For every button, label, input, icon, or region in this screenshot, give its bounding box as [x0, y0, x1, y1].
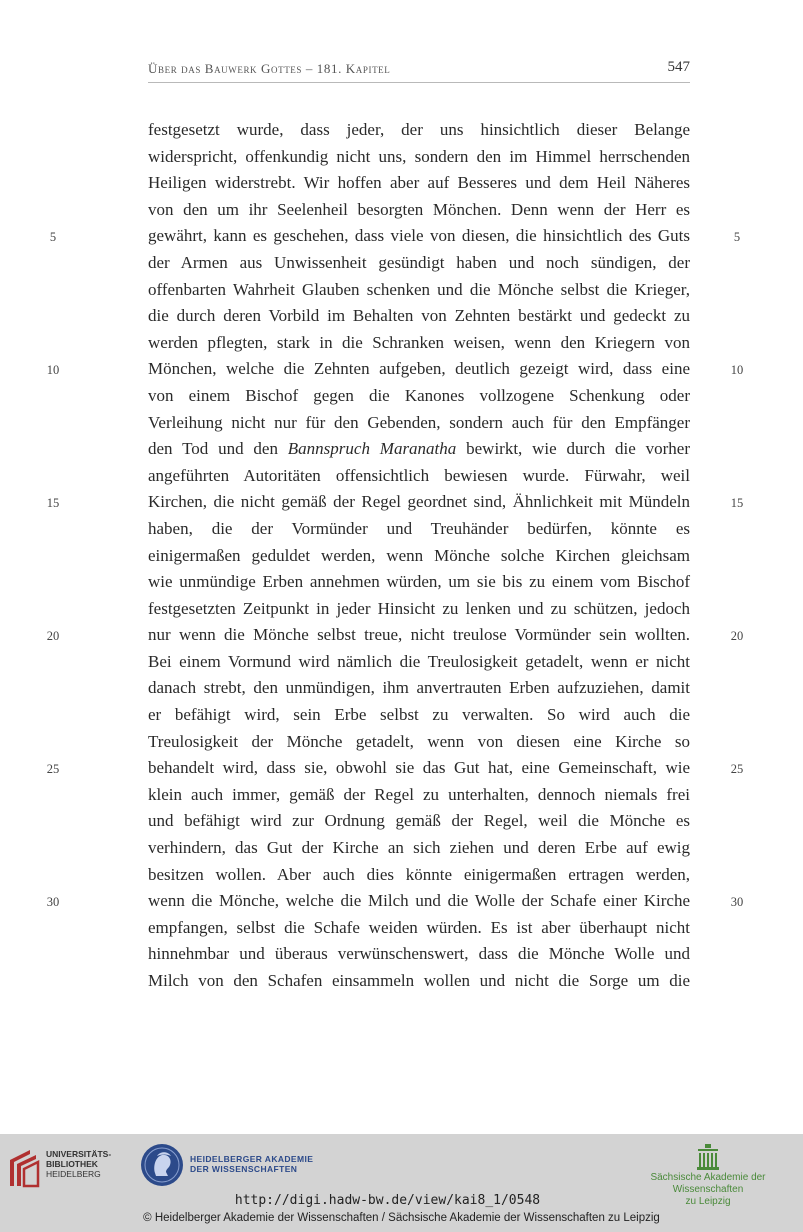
line-number-left: 20: [46, 629, 60, 643]
line-number-left: 25: [46, 762, 60, 776]
text-line: offenbarten Wahrheit Glauben schenken und die Mönche selbst die Krieger,: [148, 279, 690, 299]
ub-line-2: BIBLIOTHEK: [46, 1159, 98, 1169]
text-line: klein auch immer, gemäß der Regel zu unterhalten, dennoch niemals frei: [148, 784, 690, 804]
text-line: der Armen aus Unwissenheit gesündigt haben und noch sündigen, der: [148, 252, 690, 272]
page-number: 547: [667, 59, 690, 75]
saw-line-1: Sächsische Akademie der Wissenschaften: [650, 1172, 766, 1195]
text-line: Verleihung nicht nur für den Gebenden, sondern auch für den Empfänger: [148, 412, 690, 432]
text-line: behandelt wird, dass sie, obwohl sie das Gut hat, eine Gemeinschaft, wie: [148, 758, 690, 778]
text-line: Mönchen, welche die Zehnten aufgeben, deutlich gezeigt wird, dass eine: [148, 359, 690, 379]
text-line: nur wenn die Mönche selbst treue, nicht treulose Vormünder sein wollten.: [148, 625, 690, 645]
text-line: von einem Bischof gegen die Kanones vollzogene Schenkung oder: [148, 385, 690, 405]
saw-building-icon: [696, 1144, 720, 1170]
copyright-notice: © Heidelberger Akademie der Wissenschaften / Sächsische Akademie der Wissenschaften zu Leipzig: [143, 1212, 660, 1224]
text-line-with-italic: [148, 436, 690, 463]
text-line: besitzen wollen. Aber auch dies könnte einigermaßen ertragen werden,: [148, 864, 690, 884]
text-line: einigermaßen geduldet werden, wenn Mönche solche Kirchen gleichsam: [148, 545, 690, 565]
ub-logo-text: [46, 1149, 111, 1179]
text-line: Treulosigkeit der Mönche getadelt, wenn von diesen eine Kirche so: [148, 731, 690, 751]
text-line: haben, die der Vormünder und Treuhänder bedürfen, könnte es: [148, 518, 690, 538]
ub-line-3: HEIDELBERG: [46, 1169, 101, 1179]
ub-line-1: UNIVERSITÄTS-: [46, 1149, 112, 1159]
text-line: von den um ihr Seelenheil besorgten Mönchen. Denn wenn der Herr es: [148, 199, 690, 219]
line-number-left: 30: [46, 895, 60, 909]
text-line: verhindern, das Gut der Kirche an sich ziehen und deren Erbe auf ewig: [148, 838, 690, 858]
footer-bar: [0, 1134, 803, 1232]
hadw-line-1: HEIDELBERGER AKADEMIE: [190, 1154, 314, 1164]
text-line: hinnehmbar und überaus verwünschenswert, dass die Mönche Wolle und: [148, 944, 690, 964]
text-line: die durch deren Vorbild im Behalten von Zehnten bestärkt und gedeckt zu: [148, 306, 690, 326]
ub-heidelberg-logo[interactable]: [8, 1144, 118, 1192]
text-line: er befähigt wird, sein Erbe selbst zu verwalten. So wird auch die: [148, 705, 690, 725]
text-line: empfangen, selbst die Schafe weiden würden. Es ist aber überhaupt nicht: [148, 917, 690, 937]
line-number-right: 5: [733, 230, 741, 244]
text-line: festgesetzt wurde, dass jeder, der uns hinsichtlich dieser Belange: [148, 120, 690, 139]
text-line: Milch von den Schafen einsammeln wollen und nicht die Sorge um die: [148, 971, 690, 990]
text-line: und befähigt wird zur Ordnung gemäß der Regel, weil die Mönche es: [148, 811, 690, 831]
line-13-before: den Tod und den: [148, 439, 288, 459]
body-text: [148, 117, 690, 995]
line-13-after: bewirkt, wie durch die vorher: [456, 439, 690, 459]
line-number-left: 5: [49, 230, 57, 244]
line-number-right: 30: [730, 895, 744, 909]
text-line: widerspricht, offenkundig nicht uns, sondern den im Himmel herrschenden: [148, 146, 690, 166]
running-title: Über das Bauwerk Gottes – 181. Kapitel: [148, 61, 391, 76]
text-line: angeführten Autoritäten offensichtlich bewiesen wurde. Fürwahr, weil: [148, 465, 690, 485]
text-line: werden pflegten, stark in die Schranken weisen, wenn den Kriegern von: [148, 332, 690, 352]
line-number-right: 20: [730, 629, 744, 643]
text-line: Kirchen, die nicht gemäß der Regel geordnet sind, Ähnlichkeit mit Mündeln: [148, 492, 690, 512]
line-number-left: 15: [46, 496, 60, 510]
hadw-line-2: DER WISSENSCHAFTEN: [190, 1164, 298, 1174]
line-number-left: 10: [46, 363, 60, 377]
text-line: wenn die Mönche, welche die Milch und die Wolle der Schafe einer Kirche: [148, 891, 690, 911]
text-line: Heiligen widerstrebt. Wir hoffen aber auf Besseres und dem Heil Näheres: [148, 173, 690, 193]
permalink-url[interactable]: http://digi.hadw-bw.de/view/kai8_1/0548: [234, 1193, 541, 1208]
hadw-logo[interactable]: [140, 1142, 330, 1188]
line-number-right: 10: [730, 363, 744, 377]
text-line: wie unmündige Erben annehmen würden, um sie bis zu einem vom Bischof: [148, 572, 690, 592]
saw-line-2: zu Leipzig: [685, 1196, 731, 1207]
text-line: festgesetzten Zeitpunkt in jeder Hinsicht zu lenken und zu schützen, jedoch: [148, 598, 690, 618]
ub-emblem-icon: [8, 1146, 40, 1190]
line-number-right: 15: [730, 496, 744, 510]
italic-term: Bannspruch Maranatha: [287, 439, 457, 459]
line-number-right: 25: [730, 762, 744, 776]
text-line: danach strebt, den unmündigen, ihm anvertrauten Erben aufzuziehen, damit: [148, 678, 690, 698]
text-line: Bei einem Vormund wird nämlich die Treulosigkeit getadelt, wenn er nicht: [148, 651, 690, 671]
hadw-logo-text: [190, 1154, 313, 1174]
athena-medallion-icon: [140, 1143, 184, 1187]
text-line: gewährt, kann es geschehen, dass viele von diesen, die hinsichtlich des Guts: [148, 226, 690, 246]
running-header: [148, 60, 690, 83]
